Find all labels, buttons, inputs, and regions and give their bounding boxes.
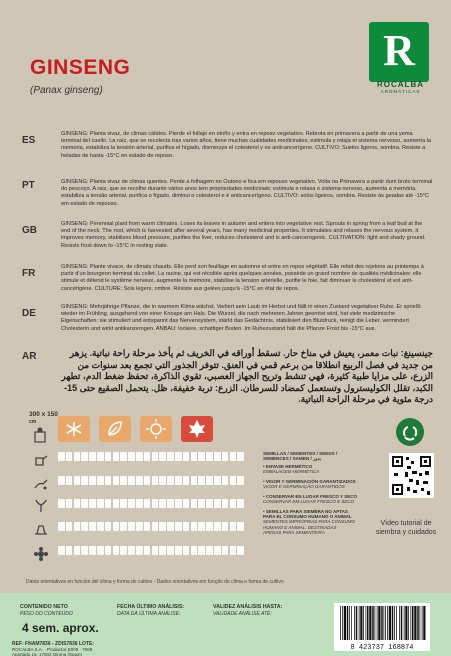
calendar-segment	[214, 546, 221, 555]
calendar-segment	[81, 452, 88, 461]
calendar-segment	[81, 522, 88, 531]
seeds-title-line-2: SEMENCES / SAMEN / بذور	[263, 456, 322, 462]
calendar-segment	[198, 452, 205, 461]
barcode-bar	[389, 606, 391, 640]
calendar-segment	[152, 499, 159, 508]
calendar-segment	[159, 476, 166, 485]
autumn-cell	[181, 416, 213, 442]
rocalba-logo	[366, 22, 435, 94]
calendar-segment	[167, 499, 174, 508]
seeds-title	[263, 451, 337, 462]
seeds-item-vigor-es: • VIGOR Y GERMINACIÓN GARANTIZADOS	[263, 479, 356, 484]
calendar-segment	[206, 499, 213, 508]
barcode-bar	[363, 606, 364, 640]
seeds-item-not-edible	[263, 509, 373, 535]
calendar-segment	[222, 499, 229, 508]
barcode-bar	[360, 606, 362, 640]
barcode-bar	[396, 606, 397, 640]
spacing-label	[29, 411, 58, 425]
calendar-segment	[113, 546, 120, 555]
calendar-segment	[97, 522, 104, 531]
video-line-2: siembra y cuidados	[375, 528, 437, 536]
logo-tagline: AROMÁTICAS	[380, 89, 421, 94]
seeds-item-not-edible-4: HUMANO E ANIMAL. DESTINADAS	[263, 524, 337, 530]
barcode-bar	[420, 606, 421, 640]
logo-box	[369, 22, 429, 82]
description-ar: جينسينغ: نبات معمر، يعيش في مناخ حار. تسقط أوراقه في الخريف ثم يأخذ مرحلة راحة نباتية. يزهر من جديد في فصل الربيع انطلاقا من برعم قمي في العنق. تتوفر الجذور التي تجمع بعد سنوات من الزرع، على مزايا طبية كثيرة، فهي تنشط وتريح الجهاز العصبي، تقوي الذاكرة، تحفظ ضغط الدم، تطهر الكبد، تقلل الكوليسترول وتستعمل كمضاد للسرطان. الزرع: تربة خفيفة، ظل. يتحمل الصقيع حتى 15- درجة مئوية في مرحلة الراحة النباتية.	[61, 348, 433, 404]
calendar-segment	[237, 452, 244, 461]
logo-brand: ROCALBA	[377, 80, 424, 89]
watering-can-icon	[33, 452, 49, 468]
calendar-row-sowing	[55, 476, 245, 485]
net-content-value: 4 sem. aprox.	[22, 621, 99, 635]
calendar-segment	[167, 546, 174, 555]
calendar-segment	[191, 452, 198, 461]
description-fr: GINSENG: Plante vivace, de climats chauds. Elle perd son feuillage en automne et entre en repos végétatif. Elle refait des rejetons au printemps à partir d'un bourgeon terminal du collet. La racine, qui est récoltée après quelques années, possède un grand nombre de qualités médicinales: elle stimule et détend le système nerveux, augmente la mémoire, stabilise la tension artérielle, purifie le foie, fait diminuer le cholestérol et est anti-cancérigène. CULTURE: Sols légers, ombre. Résiste aux gelées jusqu'à -15°C en état de repos.	[61, 264, 424, 292]
lang-code-pt: PT	[22, 180, 35, 191]
calendar-segment	[58, 476, 65, 485]
logo-letter: R	[383, 26, 415, 75]
calendar-row-flowering	[55, 546, 245, 555]
calendar-segment	[81, 546, 88, 555]
last-analysis-label: FECHA ÚLTIMO ANÁLISIS:	[117, 604, 185, 610]
calendar-segment	[237, 522, 244, 531]
calendar-segment	[237, 499, 244, 508]
qr-code-icon[interactable]	[389, 453, 434, 498]
video-tutorial-link[interactable]	[366, 520, 446, 537]
calendar-segment	[81, 476, 88, 485]
barcode-bar	[375, 606, 376, 640]
calendar-segment	[214, 476, 221, 485]
lang-code-ar: AR	[22, 351, 37, 362]
calendar-segment	[183, 452, 190, 461]
leaf-icon	[99, 416, 131, 442]
barcode-bar	[423, 606, 425, 640]
calendar-segment	[120, 452, 127, 461]
winter-cell	[58, 416, 90, 442]
reference-lot: REF: FNAM7836 - ZDIS7836 LOTE:	[12, 641, 94, 647]
description-gb: GINSENG: Perennial plant from warm climates. Loses its leaves in autumn and enters into vegetative rest. Sprouts in spring from a leaf bud at the end of the neck. The root, which is harvested after several years, has many medicinal properties. It stimulates and relaxes the nervous system, it improves memory, stabilizes blood pressure, purifies the liver, reduces cholesterol and is anti-cancerogenic. CULTIVATION: light and shady ground. Resists frost down to -15°C in resting state.	[61, 221, 426, 249]
calendar-segment	[214, 452, 221, 461]
barcode-bar	[408, 606, 409, 640]
calendar-segment	[198, 546, 205, 555]
flowering-icon	[33, 546, 49, 562]
disclaimer: Datos orientativos en función del clima y forma de cultivo - Dados orientativos em função do clima e forma de cultivo	[26, 579, 284, 585]
calendar-segment	[191, 522, 198, 531]
barcode-bar	[381, 606, 383, 640]
barcode-bar	[384, 606, 385, 640]
barcode-bar	[387, 606, 388, 640]
lang-code-fr: FR	[22, 268, 36, 279]
calendar-segment	[144, 476, 151, 485]
calendar-segment	[113, 499, 120, 508]
calendar-segment	[198, 476, 205, 485]
seeds-item-storage-pt: CONSERVAR EM LUGAR FRESCO E SECO	[263, 499, 355, 505]
seeds-title-line-1: SEMILLAS / SEMENTES / SEEDS /	[263, 451, 338, 456]
barcode-number: 8 423737 168874	[350, 644, 414, 651]
calendar-segment	[128, 452, 135, 461]
barcode-bar	[342, 606, 343, 640]
calendar-segment	[105, 452, 112, 461]
calendar-segment	[120, 546, 127, 555]
sun-icon	[140, 416, 172, 442]
calendar-segment	[120, 476, 127, 485]
calendar-segment	[230, 546, 237, 555]
calendar-segment	[175, 452, 182, 461]
calendar-segment	[105, 522, 112, 531]
calendar-segment	[120, 499, 127, 508]
calendar-segment	[89, 499, 96, 508]
calendar-segment	[230, 476, 237, 485]
seeds-item-vigor	[263, 479, 373, 489]
summer-cell	[140, 416, 172, 442]
barcode-bar	[399, 606, 400, 640]
barcode-bar	[344, 606, 346, 640]
calendar-segment	[144, 522, 151, 531]
net-content-label: CONTENIDO NETO	[20, 604, 68, 610]
calendar-segment	[183, 476, 190, 485]
calendar-segment	[214, 499, 221, 508]
calendar-segment	[237, 476, 244, 485]
calendar-segment	[144, 546, 151, 555]
snowflake-icon	[58, 416, 90, 442]
description-de: GINSENG: Mehrjährige Pflanze, die in warmem Klima wächst. Verliert sein Laub im Herbst und fällt in einen Zustand vegetativer Ruhe. Er sprießt wieder im Frühling, ausgehend von einer Knospe am Hals. Die Wurzel, die nach mehreren Jahren geerntet wird, hat viele medizinische Eigenschaften: sie stimuliert und entspannt das Nervensystem, stärkt das Gedächtnis, stabilisiert den Blutdruck, reinigt die Leber, vermindert Cholesterin und wirkt antikanzerogen. ANBAU: lockere, schattiger Boden. Im Ruhezustand hält die Pflanze Frost bis -15°C aus.	[61, 304, 421, 332]
calendar-segment	[206, 452, 213, 461]
calendar-segment	[66, 499, 73, 508]
calendar-segment	[66, 522, 73, 531]
calendar-segment	[175, 522, 182, 531]
calendar-segment	[222, 452, 229, 461]
seeds-item-hermetic-pt: EMBALAGEM HERMÉTICA	[263, 469, 320, 475]
barcode-bar	[392, 606, 394, 640]
calendar-segment	[167, 476, 174, 485]
calendar-segment	[222, 546, 229, 555]
validity-label: VALIDEZ ANÁLISIS HASTA:	[213, 604, 283, 610]
calendar-segment	[144, 499, 151, 508]
net-content-sub: PESO DO CONTEÚDO	[20, 611, 73, 617]
calendar-segment	[167, 522, 174, 531]
calendar-segment	[58, 522, 65, 531]
calendar-segment	[74, 476, 81, 485]
calendar-segment	[230, 499, 237, 508]
calendar-segment	[81, 499, 88, 508]
calendar-row-transplant	[55, 499, 245, 508]
lang-code-de: DE	[22, 308, 36, 319]
seeds-item-hermetic	[263, 464, 373, 474]
calendar-segment	[144, 452, 151, 461]
calendar-segment	[222, 476, 229, 485]
calendar-segment	[222, 522, 229, 531]
description-es: GINSENG: Planta vivaz, de climas cálidos. Pierde el follaje en otoño y entra en reposo vegetativo. Rebrota en primavera a partir de una yema terminal del cuello. La raíz, que se recolecta tras varios años, tiene muchas cualidades medicinales; estimula y relaja el sistema nervioso, aumenta la memoria, estabiliza la tensión arterial, purifica el hígado, disminuye el colesterol y es anticancerígeno. CULTIVO: Suelos ligeros, sombra. Resiste a heladas de hasta -15°C en estado de reposo.	[61, 131, 431, 159]
calendar-segment	[230, 522, 237, 531]
calendar-segment	[206, 546, 213, 555]
calendar-segment	[159, 499, 166, 508]
calendar-row-harvest	[55, 522, 245, 531]
barcode-bar	[367, 606, 369, 640]
calendar-segment	[183, 499, 190, 508]
barcode-bar	[417, 606, 419, 640]
barcode-bar	[411, 606, 412, 640]
calendar-segment	[128, 546, 135, 555]
calendar-segment	[97, 499, 104, 508]
calendar-segment	[97, 546, 104, 555]
calendar-segment	[120, 522, 127, 531]
lang-code-es: ES	[22, 135, 36, 146]
barcode-bar	[340, 606, 341, 640]
calendar-segment	[136, 476, 143, 485]
calendar-segment	[167, 452, 174, 461]
calendar-segment	[152, 476, 159, 485]
scientific-name: (Panax ginseng)	[30, 85, 103, 96]
video-line-1: Vídeo tutorial de	[380, 520, 432, 527]
calendar-segment	[152, 452, 159, 461]
calendar-segment	[74, 522, 81, 531]
harvest-icon	[33, 521, 49, 537]
seeds-item-vigor-pt: VIGOR E GERMINAÇÃO GARANTIDOS	[263, 484, 345, 490]
spring-cell	[99, 416, 131, 442]
calendar-segment	[191, 476, 198, 485]
calendar-segment	[198, 499, 205, 508]
calendar-segment	[183, 522, 190, 531]
calendar-segment	[74, 499, 81, 508]
calendar-segment	[58, 499, 65, 508]
calendar-segment	[97, 476, 104, 485]
calendar-segment	[183, 546, 190, 555]
barcode-bar	[394, 606, 395, 640]
calendar-segment	[113, 452, 120, 461]
calendar-segment	[58, 452, 65, 461]
barcode-bar	[412, 606, 414, 640]
calendar-segment	[58, 546, 65, 555]
calendar-segment	[191, 499, 198, 508]
calendar-segment	[66, 476, 73, 485]
spacing-value: 300 x 150	[29, 411, 58, 418]
calendar-segment	[198, 522, 205, 531]
barcode-bar	[366, 606, 367, 640]
producer-address-2: Apartado 15, 17002 Girona (Spain)	[12, 652, 83, 656]
seeds-item-not-edible-5: APENAS PARA SEMENTEIRA	[263, 529, 325, 535]
seeds-item-not-edible-2: PARA EL CONSUMO HUMANO O ANIMAL	[263, 514, 352, 520]
calendar-segment	[113, 476, 120, 485]
barcode-bar	[351, 606, 352, 640]
calendar-segment	[89, 546, 96, 555]
calendar-segment	[136, 499, 143, 508]
calendar-segment	[136, 546, 143, 555]
barcode-bar	[377, 606, 378, 640]
calendar-segment	[214, 522, 221, 531]
lang-code-gb: GB	[22, 225, 37, 236]
barcode-bar	[378, 606, 380, 640]
calendar-segment	[105, 546, 112, 555]
calendar-segment	[159, 522, 166, 531]
barcode-bar	[349, 606, 350, 640]
calendar-segment	[89, 452, 96, 461]
calendar-segment	[89, 476, 96, 485]
barcode-bar	[404, 606, 405, 640]
calendar-segment	[136, 522, 143, 531]
calendar-segment	[128, 499, 135, 508]
calendar-segment	[128, 522, 135, 531]
barcode-bar	[354, 606, 355, 640]
barcode-bar	[385, 606, 386, 640]
calendar-segment	[237, 546, 244, 555]
last-analysis-sub: DATA DA ÚLTIMA ANÁLISE:	[117, 611, 181, 617]
transplant-icon	[33, 498, 49, 514]
calendar-segment	[66, 546, 73, 555]
calendar-segment	[191, 546, 198, 555]
calendar-segment	[74, 452, 81, 461]
calendar-segment	[66, 452, 73, 461]
calendar-segment	[206, 476, 213, 485]
calendar-segment	[152, 546, 159, 555]
seed-spacing-icon	[32, 426, 48, 444]
barcode-bar	[347, 606, 349, 640]
calendar-segment	[105, 476, 112, 485]
barcode-bar	[405, 606, 407, 640]
seeds-item-not-edible-3: SEMENTES IMPRÓPRIAS PARA CONSUMO	[263, 519, 356, 525]
calendar-segment	[175, 546, 182, 555]
calendar-segment	[97, 452, 104, 461]
barcode-bar	[369, 606, 371, 640]
calendar-segment	[105, 499, 112, 508]
validity-sub: VALIDADE ANÁLISE ATÉ:	[213, 611, 272, 617]
recycle-icon	[396, 418, 424, 446]
barcode-bar	[414, 606, 416, 640]
calendar-segment	[230, 452, 237, 461]
calendar-segment	[175, 499, 182, 508]
calendar-segment	[206, 522, 213, 531]
maple-leaf-icon	[181, 416, 213, 442]
seeds-item-hermetic-es: • ENVASE HERMÉTICO	[263, 464, 313, 469]
producer-address-1: ROCALBA S.A. · Productor E009 · 7009	[12, 647, 93, 652]
spacing-unit: cm	[29, 419, 37, 425]
seeds-item-not-edible-1: • SEMILLAS PARA SIEMBRA NO APTAS	[263, 509, 348, 514]
barcode-bar	[359, 606, 360, 640]
calendar-segment	[89, 522, 96, 531]
calendar-segment	[175, 476, 182, 485]
recycle-badge	[396, 418, 424, 446]
barcode-bar	[422, 606, 423, 640]
calendar-row-watering	[55, 452, 245, 461]
calendar-segment	[136, 452, 143, 461]
seeds-item-storage-es: • CONSERVAR EN LUGAR FRESCO Y SECO	[263, 494, 358, 499]
barcode-bar	[401, 606, 403, 640]
calendar-segment	[74, 546, 81, 555]
calendar-segment	[152, 522, 159, 531]
barcode-bar	[356, 606, 358, 640]
description-pt: GINSENG: Planta vivaz de climas quentes. Perde a folhagem no Outono e fica em repouso vegetativo. Volta na Primavera a partir dum broto terminal do pescoço. A raiz, que se recolhe durante vários anos tem propriedades medicinais; estimula e relaxa o sistema nervoso, aumenta a memória, estabiliza a tensão arterial, purifica o fígado, diminui o colesterol e é anticancerígeno. CULTIVO: solos ligeiros, sombra. Resiste às geadas até -15°C em estado de repouso.	[61, 179, 433, 207]
barcode	[334, 603, 430, 651]
calendar-segment	[128, 476, 135, 485]
sowing-hand-icon	[33, 476, 49, 492]
product-title: GINSENG	[30, 56, 131, 79]
calendar-segment	[113, 522, 120, 531]
barcode-bar	[372, 606, 374, 640]
calendar-segment	[159, 546, 166, 555]
seeds-item-storage	[263, 494, 373, 504]
calendar-segment	[159, 452, 166, 461]
